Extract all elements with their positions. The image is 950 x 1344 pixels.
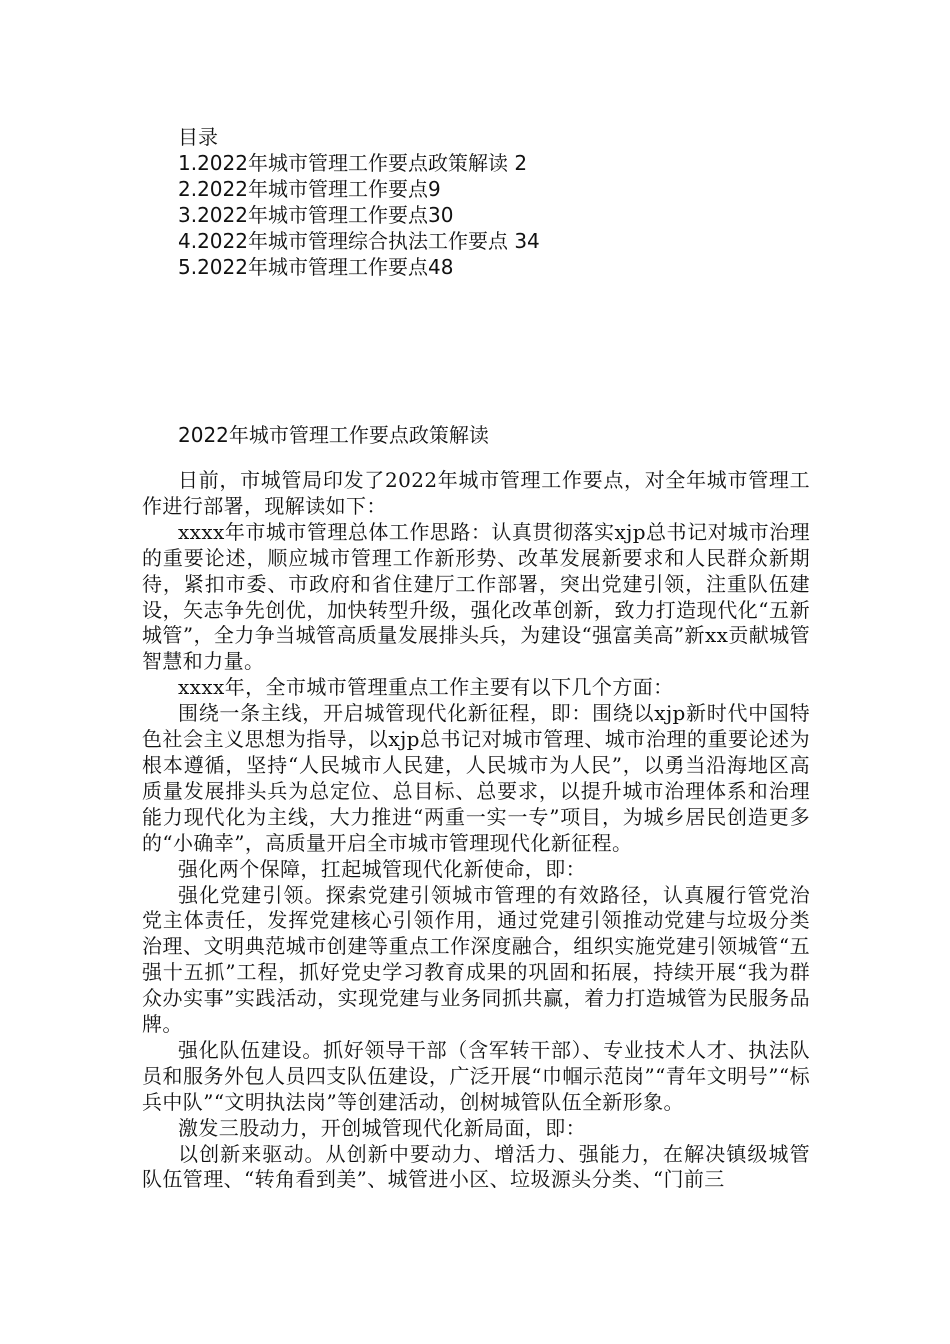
paragraph-three-forces: 激发三股动力，开创城管现代化新局面，即：	[178, 1115, 586, 1140]
document-body	[142, 468, 810, 1193]
toc-title: 目录	[178, 125, 218, 149]
paragraph-overall-approach: xxxx年市城市管理总体工作思路：认真贯彻落实xjp总书记对城市治理的重要论述，顺应城市管理工作新形势、改革发展新要求和人民群众新期待，紧扣市委、市政府和省住建厅工作部署，突出党建引领，注重队伍建设，矢志争先创优，加快转型升级，强化改革创新，致力打造现代化“五新城管”，全力争当城管高质量发展排头兵，为建设“强富美高”新xx贡献城管智慧和力量。	[142, 519, 810, 674]
toc-item-4[interactable]: 4.2022年城市管理综合执法工作要点 34	[178, 229, 540, 253]
paragraph-key-work-intro: xxxx年，全市城市管理重点工作主要有以下几个方面：	[178, 675, 674, 700]
paragraph-team-building: 强化队伍建设。抓好领导干部（含军转干部）、专业技术人才、执法队员和服务外包人员四支队伍建设，广泛开展“巾帼示范岗”“青年文明号”“标兵中队”“文明执法岗”等创建活动，创树城管队伍全新形象。	[142, 1037, 810, 1114]
paragraph-innovation: 以创新来驱动。从创新中要动力、增活力、强能力，在解决镇级城管队伍管理、“转角看到美”、城管进小区、垃圾源头分类、“门前三	[142, 1141, 810, 1192]
paragraph-main-line: 围绕一条主线，开启城管现代化新征程，即：围绕以xjp新时代中国特色社会主义思想为指导，以xjp总书记对城市管理、城市治理的重要论述为根本遵循，坚持“人民城市人民建，人民城市为人民”，以勇当沿海地区高质量发展排头兵为总定位、总目标、总要求，以提升城市治理体系和治理能力现代化为主线，大力推进“两重一实一专”项目，为城乡居民创造更多的“小确幸”，高质量开启全市城市管理现代化新征程。	[142, 701, 810, 855]
table-of-contents	[178, 124, 818, 280]
paragraph-two-guarantees: 强化两个保障，扛起城管现代化新使命，即：	[178, 856, 586, 881]
paragraph-intro: 日前，市城管局印发了2022年城市管理工作要点，对全年城市管理工作进行部署，现解读如下：	[142, 468, 810, 518]
toc-item-2[interactable]: 2.2022年城市管理工作要点9	[178, 177, 441, 201]
toc-item-5[interactable]: 5.2022年城市管理工作要点48	[178, 255, 454, 279]
document-title: 2022年城市管理工作要点政策解读	[178, 423, 489, 447]
paragraph-party-building: 强化党建引领。探索党建引领城市管理的有效路径，认真履行管党治党主体责任，发挥党建核心引领作用，通过党建引领推动党建与垃圾分类治理、文明典范城市创建等重点工作深度融合，组织实施党建引领城管“五强十五抓”工程，抓好党史学习教育成果的巩固和拓展，持续开展“我为群众办实事”实践活动，实现党建与业务同抓共赢，着力打造城管为民服务品牌。	[142, 882, 810, 1037]
toc-item-3[interactable]: 3.2022年城市管理工作要点30	[178, 203, 454, 227]
toc-item-1[interactable]: 1.2022年城市管理工作要点政策解读 2	[178, 151, 528, 175]
